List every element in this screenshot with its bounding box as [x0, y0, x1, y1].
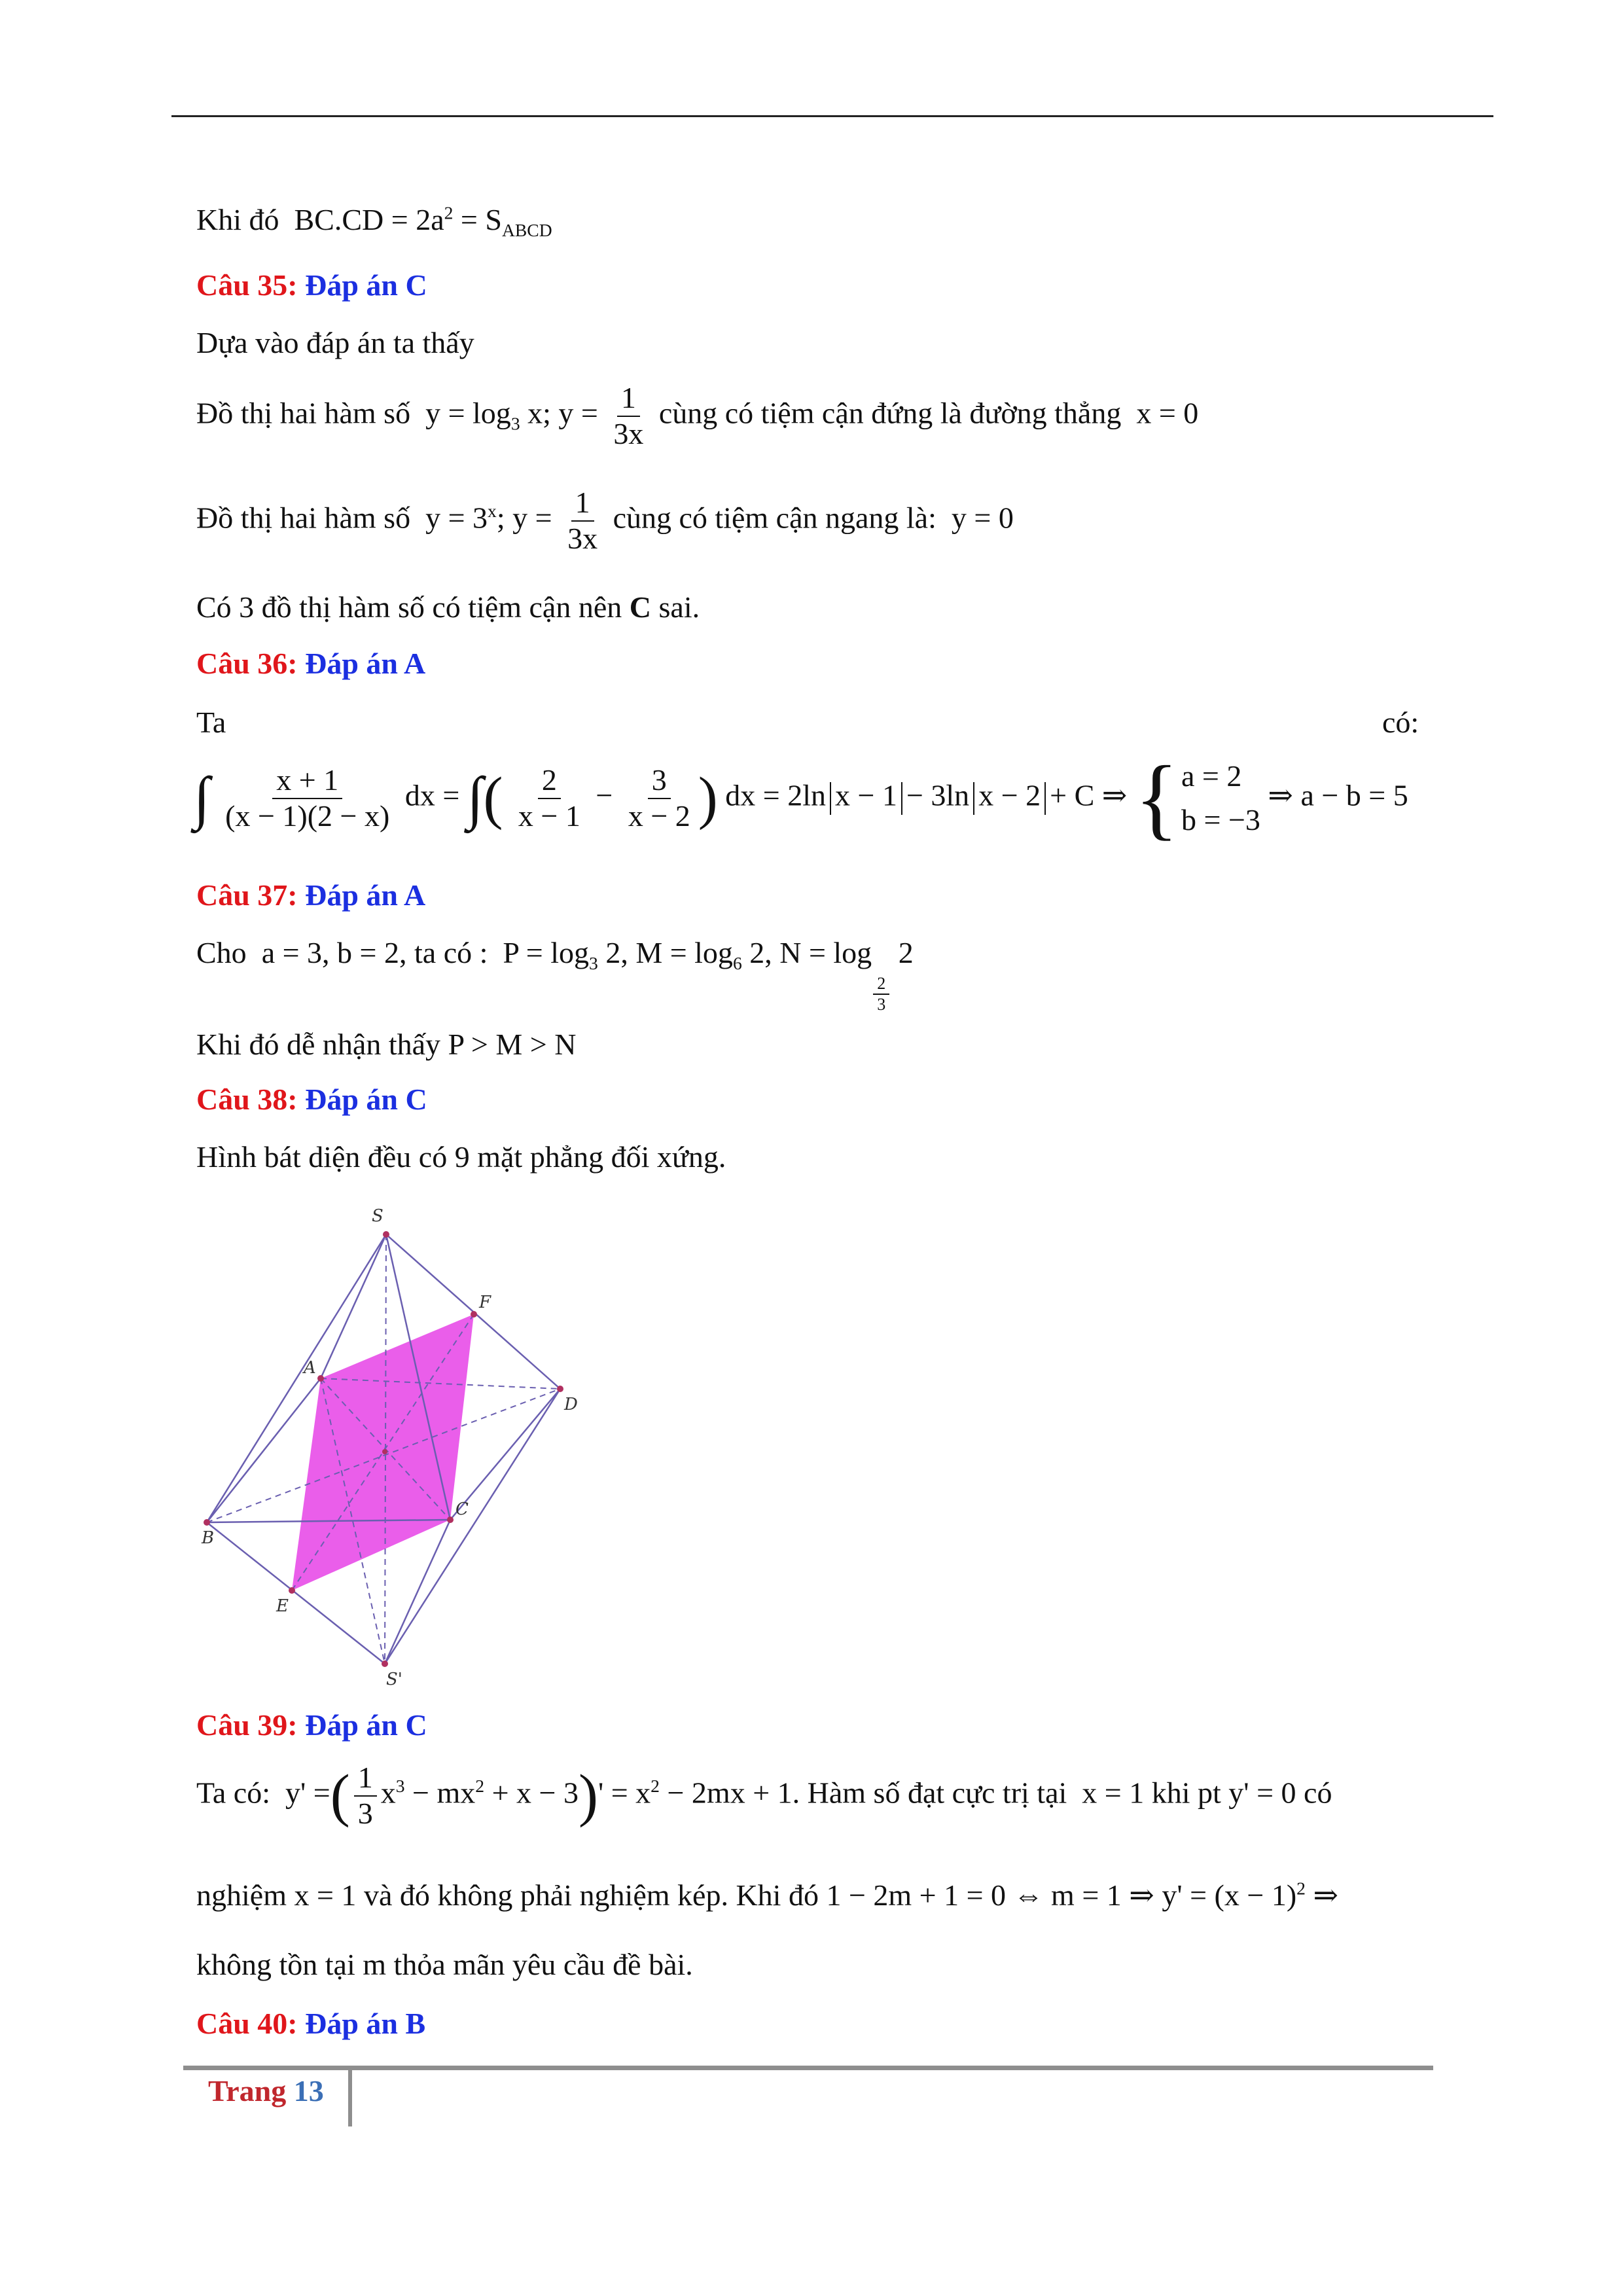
line-bc-cd: [196, 202, 552, 241]
paragraph-35c: [196, 486, 1014, 556]
label-F: F: [479, 1293, 491, 1312]
label-S: S: [372, 1206, 383, 1226]
fraction: $\frac{1}{3x}$: [567, 486, 598, 555]
answer-label: Đáp án A: [305, 878, 426, 912]
question-35-heading: [196, 267, 427, 303]
page-number: [208, 2073, 324, 2108]
header-rule: [171, 115, 1493, 117]
paragraph-38a: Hình bát diện đều có 9 mặt phẳng đối xứng.: [196, 1140, 726, 1174]
fraction: $\frac{1}{3x}$: [613, 381, 644, 450]
footer-divider: [348, 2070, 352, 2126]
math: y = 3: [425, 501, 488, 535]
octahedron-figure: [194, 1202, 613, 1686]
question-label: Câu 36:: [196, 647, 298, 680]
text: Đồ thị hai hàm số: [196, 396, 411, 430]
math-sub: 3: [510, 413, 520, 434]
paragraph-37b: Khi đó dễ nhận thấy P > M > N: [196, 1028, 577, 1061]
math: y = 0: [951, 501, 1014, 535]
integral-line: ∫ $\frac{x + 1}{(x - 1)(2 - x)}$ dx = ∫( $\frac{2}{x - 1}$ − $\frac{3}{x - 2}$ ) dx = 2ln x − 1 − 3ln x − 2 + C ⇒ { a = 2 b = −3 ⇒ a − b = 5: [194, 747, 1408, 849]
page-num: 13: [293, 2074, 324, 2108]
question-40-heading: [196, 2005, 425, 2041]
paragraph-35a: Dựa vào đáp án ta thấy: [196, 326, 474, 359]
answer-label: Đáp án C: [305, 1708, 427, 1742]
question-37-heading: [196, 877, 425, 913]
math: y = log: [425, 396, 511, 430]
text: cùng có tiệm cận ngang là:: [613, 501, 936, 535]
answer-label: Đáp án C: [305, 1083, 427, 1116]
label-C: C: [455, 1499, 469, 1519]
paragraph-39a: Ta có: y' =( $\frac{1}{3}$ $x^3 - mx^2 + x - 3)' = x^2 - 2mx + 1$. Hàm số đạt cực trị tại x = 1 khi pt y' = 0 có: [196, 1761, 1332, 1830]
paragraph-36-left: Ta: [196, 706, 226, 739]
math-sup: x: [488, 501, 497, 522]
paragraph-36-right: có:: [1382, 706, 1419, 739]
paragraph-35b: [196, 381, 1198, 452]
paragraph-35d: Có 3 đồ thị hàm số có tiệm cận nên C sai.: [196, 590, 700, 624]
paragraph-37a: Cho a = 3, b = 2, ta có : $P = \log_3 2$, $M = \log_6 2$, N = log $\frac{2}{3}$ 2: [196, 936, 914, 1014]
question-label: Câu 39:: [196, 1708, 298, 1742]
paragraph-39b: nghiệm x = 1 và đó không phải nghiệm kép. Khi đó 1 − 2m + 1 = 0 ⇔ m = 1 ⇒ $y' = (x - 1)^2$ ⇒: [196, 1878, 1338, 1912]
paragraph-39c: không tồn tại m thỏa mãn yêu cầu đề bài.: [196, 1948, 693, 1981]
question-label: Câu 40:: [196, 2007, 298, 2040]
answer-label: Đáp án C: [305, 268, 427, 302]
answer-label: Đáp án A: [305, 647, 426, 680]
math: x; y =: [520, 396, 598, 430]
text: Đồ thị hai hàm số: [196, 501, 411, 535]
math: x = 0: [1136, 396, 1199, 430]
footer-rule: [183, 2066, 1433, 2070]
question-label: Câu 38:: [196, 1083, 298, 1116]
question-label: Câu 35:: [196, 268, 298, 302]
label-E: E: [276, 1596, 289, 1616]
label-S-prime: S': [386, 1670, 402, 1686]
label-D: D: [564, 1395, 578, 1414]
text: cùng có tiệm cận đứng là đường thẳng: [658, 396, 1122, 430]
question-label: Câu 37:: [196, 878, 298, 912]
math: ; y =: [496, 501, 552, 535]
question-38-heading: [196, 1081, 427, 1117]
text-prefix: Khi đó: [196, 203, 279, 236]
page-label: Trang: [208, 2074, 287, 2108]
label-A: A: [304, 1358, 316, 1378]
question-36-heading: [196, 645, 425, 681]
answer-label: Đáp án B: [305, 2007, 426, 2040]
math-expr: $BC.CD = 2a^2 = S_{ABCD}$: [294, 202, 552, 241]
question-39-heading: [196, 1707, 427, 1743]
label-B: B: [202, 1528, 215, 1548]
